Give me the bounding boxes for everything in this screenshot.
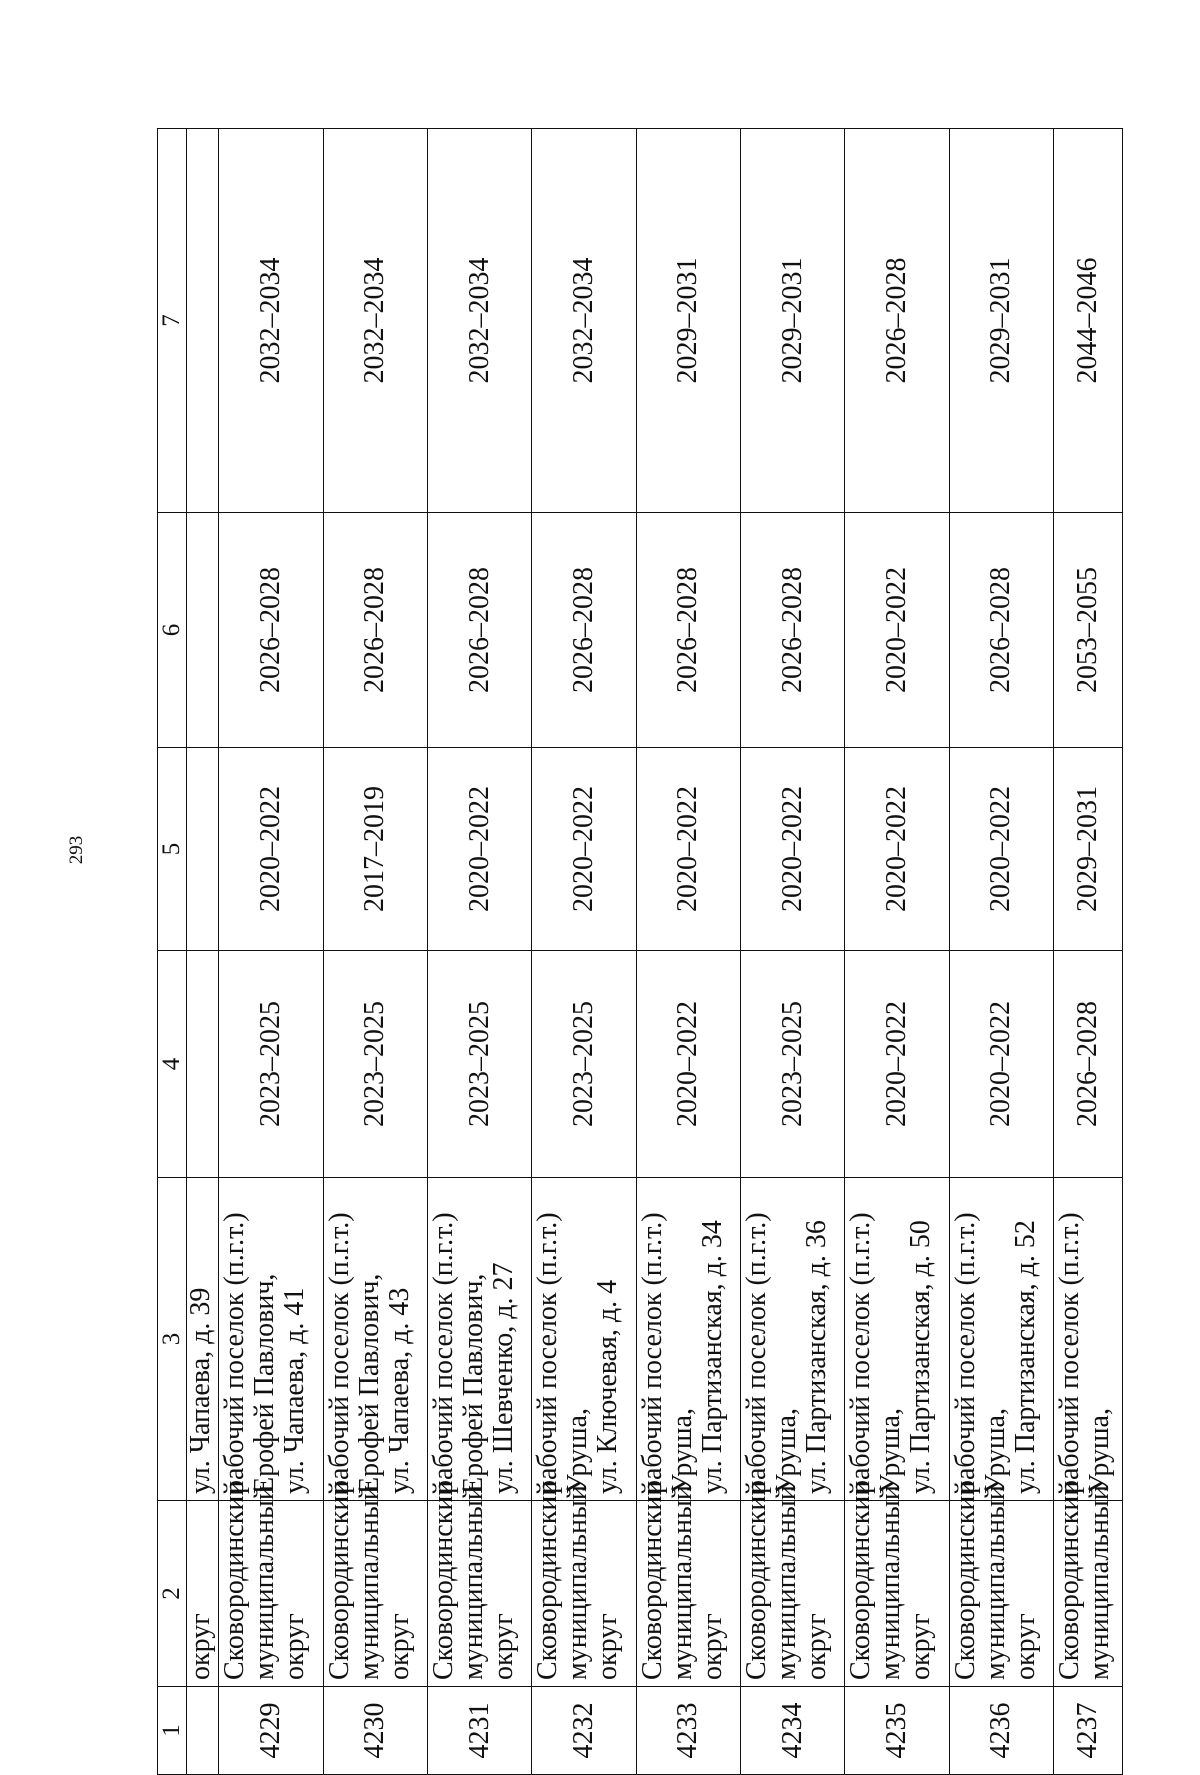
period-cell-5: 2020–2022 <box>740 748 844 951</box>
address-line: Уруша, <box>666 1408 698 1494</box>
page-number: 293 <box>66 835 87 865</box>
address-line: рабочий поселок (п.г.т.) <box>219 1212 251 1494</box>
period-cell-7: 2029–2031 <box>636 129 740 513</box>
district-line: муниципальный <box>979 1485 1011 1680</box>
period-cell-7: 2029–2031 <box>949 129 1053 513</box>
table-row <box>845 129 949 1775</box>
table-cell <box>187 748 219 951</box>
district-line: Сковородинский <box>1054 1480 1086 1680</box>
column-number-header <box>158 129 187 1775</box>
district-cell <box>532 1480 636 1687</box>
period-cell-5: 2020–2022 <box>636 748 740 951</box>
period-cell-5: 2020–2022 <box>427 748 531 951</box>
table-row <box>532 129 636 1775</box>
address-line: Уруша, <box>770 1408 802 1494</box>
address-line: рабочий поселок (п.г.т.) <box>636 1212 668 1494</box>
district-line: округ <box>1009 1613 1041 1680</box>
district-line: муниципальный <box>353 1485 385 1680</box>
table-row <box>219 129 323 1775</box>
address-line: Уруша, <box>875 1408 907 1494</box>
address-cell <box>323 1178 427 1501</box>
row-number-cell: 4230 <box>323 1687 427 1775</box>
district-cell <box>219 1480 323 1687</box>
period-cell-6: 2026–2028 <box>532 513 636 748</box>
table-row <box>636 129 740 1775</box>
period-cell-6: 2020–2022 <box>845 513 949 748</box>
address-cell <box>427 1178 531 1501</box>
continuation-row <box>187 129 219 1775</box>
district-line: Сковородинский <box>949 1480 981 1680</box>
district-line: муниципальный <box>457 1485 489 1680</box>
district-line: округ <box>905 1613 937 1680</box>
district-cell <box>740 1480 844 1687</box>
district-line: округ <box>592 1613 624 1680</box>
address-line: рабочий поселок (п.г.т.) <box>323 1212 355 1494</box>
period-cell-6: 2053–2055 <box>1054 513 1123 748</box>
column-header: 6 <box>158 513 187 748</box>
period-cell-6: 2026–2028 <box>949 513 1053 748</box>
column-header: 7 <box>158 129 187 513</box>
address-cell <box>636 1178 740 1501</box>
district-line: Сковородинский <box>740 1480 772 1680</box>
table-row <box>323 129 427 1775</box>
period-cell-4: 2020–2022 <box>845 951 949 1178</box>
address-cell <box>219 1178 323 1501</box>
period-cell-7: 2032–2034 <box>219 129 323 513</box>
rotated-table-container <box>157 129 1123 1775</box>
district-line: округ <box>487 1613 519 1680</box>
period-cell-5: 2029–2031 <box>1054 748 1123 951</box>
address-line: ул. Партизанская, д. 50 <box>905 1220 937 1494</box>
address-cell <box>532 1178 636 1501</box>
address-line: рабочий поселок (п.г.т.) <box>740 1212 772 1494</box>
period-cell-5: 2020–2022 <box>949 748 1053 951</box>
address-line: рабочий поселок (п.г.т.) <box>427 1212 459 1494</box>
period-cell-4: 2023–2025 <box>532 951 636 1178</box>
district-line: Сковородинский <box>427 1480 459 1680</box>
period-cell-5: 2020–2022 <box>532 748 636 951</box>
row-number-cell: 4234 <box>740 1687 844 1775</box>
district-line: муниципальный <box>562 1485 594 1680</box>
table-row <box>1054 129 1123 1775</box>
address-line: Уруша, <box>562 1408 594 1494</box>
address-line: Уруша, <box>979 1408 1011 1494</box>
period-cell-4: 2020–2022 <box>636 951 740 1178</box>
address-line: рабочий поселок (п.г.т.) <box>949 1212 981 1494</box>
period-cell-5: 2020–2022 <box>219 748 323 951</box>
address-cell <box>949 1178 1053 1501</box>
address-line: ул. Чапаева, д. 41 <box>279 1287 311 1494</box>
district-line: округ <box>696 1613 728 1680</box>
period-cell-7: 2044–2046 <box>1054 129 1123 513</box>
address-line: Ерофей Павлович, <box>249 1273 281 1494</box>
address-cell <box>740 1178 844 1501</box>
period-cell-7: 2032–2034 <box>532 129 636 513</box>
address-line: Ерофей Павлович, <box>353 1273 385 1494</box>
address-line: рабочий поселок (п.г.т.) <box>845 1212 877 1494</box>
period-cell-4: 2023–2025 <box>427 951 531 1178</box>
row-number-cell: 4235 <box>845 1687 949 1775</box>
district-line: округ <box>383 1613 415 1680</box>
address-cell <box>845 1178 949 1501</box>
data-table <box>157 128 1123 1775</box>
table-cell: округ <box>187 1501 219 1687</box>
period-cell-5: 2017–2019 <box>323 748 427 951</box>
address-line: рабочий поселок (п.г.т.) <box>1054 1212 1086 1494</box>
district-cell <box>845 1480 949 1687</box>
table-cell <box>187 129 219 513</box>
period-cell-7: 2032–2034 <box>427 129 531 513</box>
column-header: 1 <box>158 1687 187 1775</box>
table-cell <box>187 1687 219 1775</box>
period-cell-4: 2023–2025 <box>740 951 844 1178</box>
period-cell-6: 2026–2028 <box>323 513 427 748</box>
table-row <box>427 129 531 1775</box>
period-cell-7: 2029–2031 <box>740 129 844 513</box>
row-number-cell: 4233 <box>636 1687 740 1775</box>
district-cell <box>427 1480 531 1687</box>
period-cell-6: 2026–2028 <box>636 513 740 748</box>
period-cell-5: 2020–2022 <box>845 748 949 951</box>
address-line: ул. Чапаева, д. 43 <box>383 1287 415 1494</box>
district-line: Сковородинский <box>845 1480 877 1680</box>
row-number-cell: 4231 <box>427 1687 531 1775</box>
column-header: 3 <box>158 1178 187 1501</box>
period-cell-6: 2026–2028 <box>740 513 844 748</box>
period-cell-6: 2026–2028 <box>427 513 531 748</box>
address-line: ул. Партизанская, д. 52 <box>1009 1220 1041 1494</box>
district-line: округ <box>800 1613 832 1680</box>
district-line: муниципальный <box>666 1485 698 1680</box>
row-number-cell: 4236 <box>949 1687 1053 1775</box>
table-cell <box>187 513 219 748</box>
district-cell <box>1054 1480 1123 1687</box>
row-number-cell: 4229 <box>219 1687 323 1775</box>
district-line: муниципальный <box>770 1485 802 1680</box>
period-cell-7: 2032–2034 <box>323 129 427 513</box>
period-cell-4: 2023–2025 <box>323 951 427 1178</box>
table-cell: ул. Чапаева, д. 39 <box>187 1178 219 1501</box>
address-line: рабочий поселок (п.г.т.) <box>532 1212 564 1494</box>
row-number-cell: 4237 <box>1054 1687 1123 1775</box>
address-line: ул. Шевченко, д. 27 <box>487 1262 519 1494</box>
column-header: 4 <box>158 951 187 1178</box>
table-row <box>740 129 844 1775</box>
period-cell-6: 2026–2028 <box>219 513 323 748</box>
period-cell-4: 2020–2022 <box>949 951 1053 1178</box>
district-line: округ <box>279 1613 311 1680</box>
district-line: муниципальный <box>249 1485 281 1680</box>
address-cell <box>1054 1178 1123 1501</box>
address-line: Ерофей Павлович, <box>457 1273 489 1494</box>
district-cell <box>949 1480 1053 1687</box>
address-line: ул. Партизанская, д. 36 <box>800 1220 832 1494</box>
district-line: муниципальный <box>875 1485 907 1680</box>
district-line: Сковородинский <box>636 1480 668 1680</box>
period-cell-7: 2026–2028 <box>845 129 949 513</box>
table-cell <box>187 951 219 1178</box>
column-header: 2 <box>158 1501 187 1687</box>
column-header: 5 <box>158 748 187 951</box>
table-row <box>949 129 1053 1775</box>
district-cell <box>323 1480 427 1687</box>
district-line: Сковородинский <box>323 1480 355 1680</box>
period-cell-4: 2026–2028 <box>1054 951 1123 1178</box>
row-number-cell: 4232 <box>532 1687 636 1775</box>
district-line: Сковородинский <box>532 1480 564 1680</box>
period-cell-4: 2023–2025 <box>219 951 323 1178</box>
address-line: ул. Ключевая, д. 4 <box>592 1279 624 1494</box>
address-line: Уруша, <box>1084 1408 1116 1494</box>
district-line: муниципальный <box>1084 1485 1116 1680</box>
district-cell <box>636 1480 740 1687</box>
district-line: Сковородинский <box>219 1480 251 1680</box>
address-line: ул. Партизанская, д. 34 <box>696 1220 728 1494</box>
